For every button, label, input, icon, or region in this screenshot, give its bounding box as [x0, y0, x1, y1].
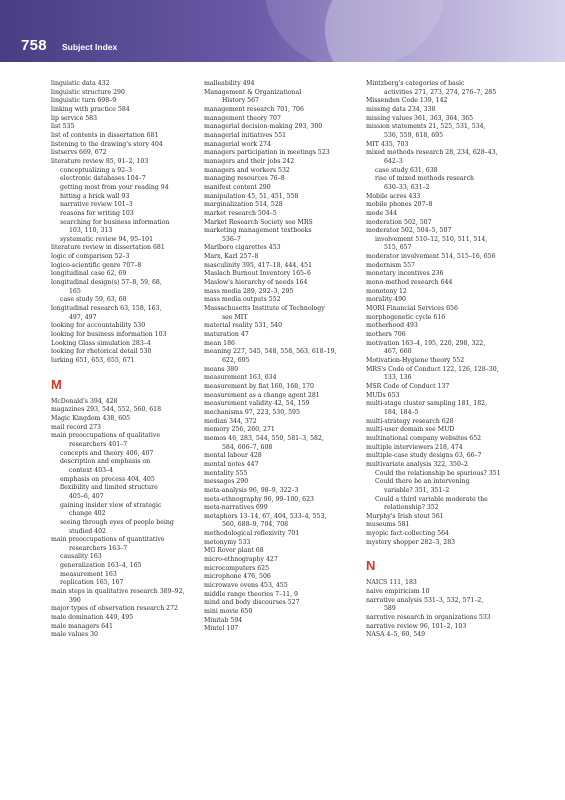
index-entry: Motivation-Hygiene theory 552 — [366, 357, 465, 364]
index-entry: major types of observation research 272 — [51, 605, 178, 613]
index-entry: motivation 163–4, 195, 220, 298, 322, — [366, 339, 486, 347]
index-entry: meaning 227, 545, 548, 558, 563, 618–19, — [204, 348, 337, 356]
index-subentry: studied 402 — [69, 527, 106, 535]
index-subentry: 536, 559, 618, 695 — [384, 131, 444, 139]
index-entry: naive empiricism 10 — [366, 588, 430, 596]
index-entry: market research 504–5 — [204, 209, 277, 217]
index-entry: moderator involvement 514, 515–16, 656 — [366, 253, 496, 261]
index-entry: management theory 707 — [204, 114, 281, 122]
index-entry: linguistic structure 290 — [51, 88, 125, 96]
index-subentry: History 567 — [222, 97, 259, 105]
index-entry: MORI Financial Services 656 — [366, 305, 458, 313]
index-entry: multivariate analysis 322, 350–2 — [366, 460, 468, 468]
index-subentry: description and emphasis on — [60, 458, 151, 466]
index-entry: main preoccupations of qualitative — [51, 432, 161, 440]
index-entry: main preoccupations of quantitative — [51, 536, 165, 544]
index-entry: microwave ovens 453, 455 — [204, 582, 288, 590]
index-entry: Murphy's Irish stout 561 — [366, 512, 444, 520]
index-entry: manifest content 290 — [204, 183, 271, 191]
index-entry: linking with practice 584 — [51, 105, 130, 113]
index-subentry: 390 — [69, 596, 81, 604]
index-entry: listservs 669, 672 — [51, 149, 107, 157]
index-entry: mission statements 21, 525, 531, 534, — [366, 123, 486, 131]
index-entry: mono-method research 644 — [366, 279, 453, 287]
index-entry: looking for accountability 530 — [51, 322, 146, 330]
index-subentry: 560, 688–9, 704, 708 — [222, 521, 289, 529]
index-subentry: electronic databases 104–7 — [60, 175, 146, 183]
index-subentry: researchers 401–7 — [69, 440, 128, 448]
index-subentry: searching for business information — [60, 218, 170, 226]
index-entry: Management & Organizational — [204, 88, 302, 96]
index-subentry: Could there be an intervening — [375, 478, 470, 486]
index-entry: meta-analysis 96, 98–9, 322–3 — [204, 486, 299, 494]
index-entry: managing resources 76–8 — [204, 175, 285, 183]
index-entry: managerial work 274 — [204, 140, 271, 148]
index-subentry: emphasis on process 404, 405 — [60, 475, 155, 483]
index-entry: multinational company websites 652 — [366, 434, 482, 442]
index-subentry: involvement 510–12, 510, 511, 514, — [375, 235, 488, 243]
index-entry: managers and their jobs 242 — [204, 157, 295, 165]
index-entry: microphone 476, 506 — [204, 573, 271, 581]
index-entry: mental notes 447 — [204, 460, 259, 468]
index-entry: managerial decision-making 293, 300 — [204, 123, 323, 131]
index-subentry: generalization 163–4, 165 — [60, 562, 142, 570]
index-subentry: 467, 660 — [384, 348, 412, 356]
index-subentry: variable? 351, 351–2 — [384, 486, 450, 494]
index-entry: methodological reflexivity 701 — [204, 530, 300, 538]
index-entry: Massachusetts Institute of Technology — [204, 305, 325, 313]
index-entry: mentality 555 — [204, 469, 248, 477]
index-entry: Maslow's hierarchy of needs 164 — [204, 279, 308, 287]
index-entry: mechanisms 97, 223, 530, 595 — [204, 408, 300, 416]
index-entry: MUDs 653 — [366, 391, 400, 399]
index-entry: literature review in dissertation 681 — [51, 244, 165, 252]
index-subentry: rise of mixed methods research — [375, 175, 475, 183]
index-entry: mothers 706 — [366, 331, 406, 339]
index-entry: logic of comparison 52–3 — [51, 253, 130, 261]
index-entry: mass media outputs 552 — [204, 296, 281, 304]
index-entry: multiple interviewers 218, 474 — [366, 443, 463, 451]
index-entry: morality 490 — [366, 296, 406, 304]
index-subentry: causality 163 — [60, 553, 102, 561]
index-subentry: context 403–4 — [69, 466, 114, 474]
index-entry: NAICS 111, 183 — [366, 579, 417, 587]
index-entry: narrative research in organizations 533 — [366, 614, 491, 622]
index-entry: Missenden Code 139, 142 — [366, 97, 448, 105]
index-entry: micro-ethnography 427 — [204, 556, 278, 564]
index-entry: missing values 361, 363, 364, 365 — [366, 114, 474, 122]
index-subentry: activities 271, 273, 274, 276–7, 285 — [384, 88, 497, 96]
index-entry: narrative review 96, 101–2, 103 — [366, 622, 467, 630]
index-subentry: 103, 110, 313 — [69, 227, 113, 235]
index-entry: morphogenetic cycle 616 — [366, 313, 446, 321]
index-subentry: getting most from your reading 94 — [60, 183, 169, 191]
index-entry: McDonald's 394, 428 — [51, 397, 118, 405]
index-subentry: seeing through eyes of people being — [60, 518, 174, 526]
page-title: Subject Index — [62, 42, 118, 52]
index-entry: masculinity 395, 417–18, 444, 451 — [204, 261, 313, 269]
index-entry: MIT 435, 703 — [366, 140, 409, 148]
index-entry: mobile phones 207–8 — [366, 201, 433, 209]
index-subentry: narrative review 101–3 — [60, 201, 133, 209]
index-entry: listening to the drawing's story 404 — [51, 140, 163, 148]
index-entry: measurement by fiat 160, 168, 170 — [204, 382, 314, 390]
index-entry: measurement 163, 634 — [204, 374, 277, 382]
index-subentry: 515, 657 — [384, 244, 412, 252]
index-entry: MG Rover plant 68 — [204, 547, 264, 555]
index-entry: marketing management textbooks — [204, 227, 312, 235]
index-entry: managers and workers 532 — [204, 166, 290, 174]
index-subentry: 405–6, 407 — [69, 492, 104, 500]
index-entry: mass media 289, 292–3, 295 — [204, 287, 294, 295]
index-entry: NASA 4–5, 60, 549 — [366, 631, 426, 639]
index-entry: marginalization 514, 528 — [204, 201, 283, 209]
index-entry: looking for business information 103 — [51, 331, 167, 339]
index-subentry: 536–7 — [222, 235, 241, 243]
index-entry: Mintel 107 — [204, 625, 239, 633]
index-entry: literature review 85, 91–2, 103 — [51, 157, 149, 165]
index-entry: moderator 502, 504–5, 507 — [366, 227, 452, 235]
index-entry: longitudinal design(s) 57–8, 59, 68, — [51, 279, 162, 287]
index-entry: median 344, 372 — [204, 417, 257, 425]
index-subentry: reasons for writing 103 — [60, 209, 134, 217]
index-entry: Maslach Burnout Inventory 165–6 — [204, 270, 311, 278]
index-subentry: 133, 136 — [384, 374, 412, 382]
index-subentry: Could the relationship be spurious? 351 — [375, 469, 501, 477]
index-entry: main steps in qualitative research 389–92, — [51, 588, 185, 596]
index-subentry: systematic review 94, 95–101 — [60, 235, 154, 243]
index-subentry: concepts and theory 406, 407 — [60, 449, 154, 457]
index-entry: male managers 641 — [51, 622, 113, 630]
index-entry: metaphors 13–14, 67, 404, 533–4, 553, — [204, 512, 327, 520]
index-subentry: 622, 695 — [222, 357, 250, 364]
index-entry: management research 701, 706 — [204, 105, 304, 113]
index-entry: magazines 293, 544, 552, 560, 618 — [51, 406, 162, 414]
index-entry: MSR Code of Conduct 137 — [366, 382, 450, 390]
index-entry: Looking Glass simulation 283–4 — [51, 339, 151, 347]
index-subentry: gaining insider view of strategic — [60, 501, 162, 509]
index-subentry: Could a third variable moderate the — [375, 495, 488, 503]
index-entry: linguistic turn 698–9 — [51, 97, 117, 105]
index-subentry: 642–3 — [384, 157, 403, 165]
index-entry: multi-user domain see MUD — [366, 426, 455, 434]
index-entry: mental labour 428 — [204, 452, 262, 460]
index-entry: Market Research Society see MRS — [204, 218, 313, 226]
index-column-1 — [51, 80, 193, 640]
index-entry: male domination 449, 495 — [51, 614, 134, 622]
index-entry: microcomputers 625 — [204, 564, 270, 572]
index-subentry: replication 165, 167 — [60, 579, 124, 587]
index-entry: mind and body discourses 527 — [204, 599, 300, 607]
index-entry: mean 186 — [204, 339, 235, 347]
index-subentry: 584, 606–7, 608 — [222, 443, 273, 451]
index-entry: motherhood 493 — [366, 322, 418, 330]
index-subentry: case study 59, 63, 68 — [60, 296, 127, 304]
index-entry: mode 344 — [366, 209, 397, 217]
index-entry: Minitab 594 — [204, 616, 243, 624]
index-entry: museums 581 — [366, 521, 410, 529]
index-entry: list 535 — [51, 123, 75, 131]
index-subentry: conceptualizing a 92–3 — [60, 166, 133, 174]
index-entry: metonymy 533 — [204, 538, 251, 546]
page-number: 758 — [21, 37, 47, 54]
index-entry: mini movie 650 — [204, 608, 253, 616]
index-entry: Mobile acres 433 — [366, 192, 421, 200]
index-entry: meta-ethnography 96, 99–100, 623 — [204, 495, 314, 503]
index-entry: memory 256, 260, 271 — [204, 426, 275, 434]
index-entry: missing data 234, 338 — [366, 105, 436, 113]
index-entry: manipulation 45, 51, 451, 558 — [204, 192, 299, 200]
index-entry: mystery shopper 282–3, 283 — [366, 538, 456, 546]
index-entry: lurking 651, 653, 655, 671 — [51, 357, 135, 364]
index-entry: moderation 502, 507 — [366, 218, 432, 226]
index-entry: mixed methods research 28, 234, 628–43, — [366, 149, 498, 157]
index-subentry: hitting a brick wall 93 — [60, 192, 130, 200]
index-entry: looking for rhetorical detail 530 — [51, 348, 152, 356]
index-subentry: change 402 — [69, 510, 106, 518]
index-entry: narrative analysis 531–3, 532, 571–2, — [366, 596, 484, 604]
index-entry: longitudinal case 62, 69 — [51, 270, 127, 278]
index-entry: meta-narratives 699 — [204, 504, 268, 512]
index-column-3 — [366, 80, 524, 640]
index-entry: monetary incentives 236 — [366, 270, 444, 278]
index-entry: measurement validity 42, 54, 159 — [204, 400, 310, 408]
index-subentry: relationship? 352 — [384, 504, 439, 512]
section-letter-heading: M — [51, 376, 62, 392]
index-entry: male values 30 — [51, 631, 98, 639]
index-entry: myopic fact-collecting 564 — [366, 530, 449, 538]
index-entry: measurement as a change agent 281 — [204, 391, 320, 399]
index-entry: mail record 273 — [51, 423, 101, 431]
index-entry: logico-scientific genre 707–8 — [51, 261, 142, 269]
index-subentry: researchers 163–7 — [69, 544, 128, 552]
index-entry: middle range theories 7–11, 9 — [204, 590, 298, 598]
index-subentry: flexibility and limited structure — [60, 484, 158, 492]
index-entry: malleability 494 — [204, 80, 255, 87]
index-entry: memos 46, 283, 544, 550, 581–3, 582, — [204, 434, 324, 442]
index-subentry: measurement 163 — [60, 570, 117, 578]
index-entry: monotony 12 — [366, 287, 407, 295]
index-entry: lip service 583 — [51, 114, 98, 122]
index-entry: means 380 — [204, 365, 239, 373]
index-entry: multiple-case study designs 63, 66–7 — [366, 452, 482, 460]
index-entry: multi-stage cluster sampling 181, 182, — [366, 400, 488, 408]
index-entry: multi-strategy research 628 — [366, 417, 454, 425]
index-subentry: 497, 497 — [69, 313, 97, 321]
index-subentry: case study 631, 638 — [375, 166, 438, 174]
index-entry: material reality 531, 540 — [204, 322, 283, 330]
index-entry: managers participation in meetings 523 — [204, 149, 330, 157]
index-entry: modernism 557 — [366, 261, 415, 269]
index-entry: Marlboro cigarettes 453 — [204, 244, 281, 252]
section-letter-heading: N — [366, 558, 376, 574]
page-header — [0, 0, 565, 62]
index-subentry: see MIT — [222, 313, 248, 321]
index-entry: Magic Kingdom 438, 605 — [51, 414, 131, 422]
index-entry: maturation 47 — [204, 331, 249, 339]
index-subentry: 165 — [69, 287, 81, 295]
index-entry: messages 290 — [204, 478, 249, 486]
index-entry: linguistic data 432 — [51, 80, 110, 87]
index-subentry: 184, 184–5 — [384, 408, 419, 416]
index-entry: list of contents in dissertation 681 — [51, 131, 159, 139]
index-subentry: 589 — [384, 605, 396, 613]
index-entry: Mintzberg's categories of basic — [366, 80, 465, 87]
index-entry: MRS's Code of Conduct 122, 126, 128–30, — [366, 365, 499, 373]
index-entry: longitudinal research 63, 158, 163, — [51, 305, 162, 313]
index-entry: managerial initiatives 551 — [204, 131, 287, 139]
index-column-2 — [204, 80, 352, 634]
index-subentry: 630–33, 631–2 — [384, 183, 430, 191]
index-entry: Marx, Karl 257–8 — [204, 253, 259, 261]
